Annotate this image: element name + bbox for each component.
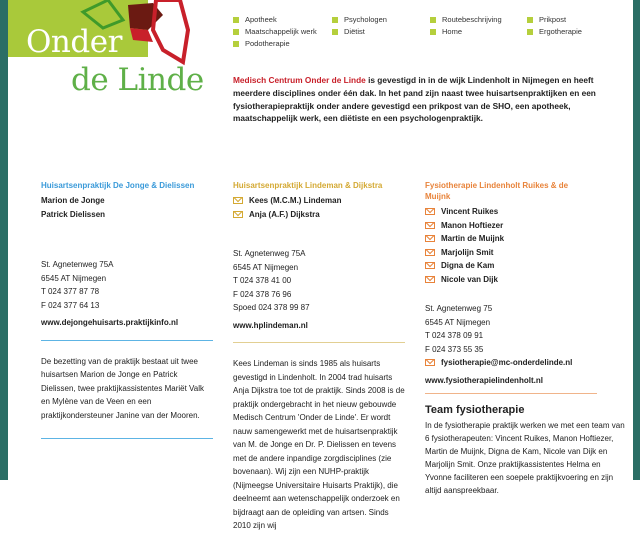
practice-title: Huisartsenpraktijk Lindeman & Dijkstra — [233, 181, 383, 190]
fax: F 024 373 55 35 — [425, 344, 484, 354]
intro-body: is gevestigd in in de wijk Lindenholt in Nijmegen en heeft meerdere disciplines onder één dak. In het pand zijn naast twee huisartsenpraktijken en een fysiotherapiepraktijk onder andere gevestigd een prikpost van de SHO, een apotheek, maatschappelijk werk, een diëtiste en een psychologenpraktijk. — [233, 75, 596, 124]
nav-ergotherapie[interactable] — [527, 27, 582, 36]
address-line: St. Agnetenweg 75 — [425, 304, 493, 313]
mail-icon — [425, 208, 435, 215]
person[interactable] — [425, 232, 597, 246]
mail-icon — [233, 211, 243, 218]
practice-fysiotherapie — [425, 180, 625, 497]
divider — [425, 393, 597, 394]
right-border — [633, 0, 640, 480]
address-line: St. Agnetenweg 75A — [41, 260, 114, 269]
bullet-icon — [332, 29, 338, 35]
mail-icon — [425, 222, 435, 229]
divider — [41, 438, 213, 439]
nav-apotheek[interactable] — [233, 15, 277, 24]
address-line: 6545 AT Nijmegen — [425, 317, 491, 327]
practice-de-jonge-dielissen — [41, 180, 213, 453]
person-name: Kees (M.C.M.) Lindeman — [249, 196, 342, 205]
logo-text-de-linde: de Linde — [71, 62, 204, 98]
address-line: 6545 AT Nijmegen — [41, 273, 107, 283]
logo-text-onder: Onder — [26, 24, 122, 60]
bullet-icon — [527, 29, 533, 35]
nav-label: Podotherapie — [245, 39, 290, 48]
fax: F 024 377 64 13 — [41, 300, 100, 310]
practice-title: Huisartsenpraktijk De Jonge & Dielissen — [41, 181, 195, 190]
email-link[interactable] — [425, 356, 597, 370]
mail-icon — [425, 249, 435, 256]
bullet-icon — [430, 29, 436, 35]
person[interactable] — [425, 219, 597, 233]
mail-icon — [233, 197, 243, 204]
person-name: Nicole van Dijk — [441, 274, 498, 284]
nav-routebeschrijving[interactable] — [430, 15, 502, 24]
nav-label: Ergotherapie — [539, 27, 582, 36]
nav-maatschappelijk-werk[interactable] — [233, 27, 317, 36]
bullet-icon — [233, 17, 239, 23]
mail-icon — [425, 235, 435, 242]
nav-label: Prikpost — [539, 15, 567, 24]
team-description: In de fysiotherapie praktijk werken we met een team van 6 fysiotherapeuten: Vincent Ruikes, Manon Hoftiezer, Martin de Muijnk, Digna de Kam, Nicole van Dijk en Marjolijn Smit. Onze praktijkassistentes Helma en Yvonne faciliteren een soepele praktijkvoering en zijn altijd aanspreekbaar. — [425, 420, 625, 495]
nav-label: Psychologen — [344, 15, 387, 24]
practice-title: Fysiotherapie Lindenholt Ruikes & de Muijnk — [425, 181, 569, 201]
person-name: Martin de Muijnk — [441, 234, 505, 243]
nav-home[interactable] — [430, 27, 462, 36]
phone: T 024 377 87 78 — [41, 287, 100, 296]
person: Patrick Dielissen — [41, 209, 106, 219]
website-link[interactable]: www.hplindeman.nl — [233, 320, 308, 330]
fax: F 024 378 76 96 — [233, 289, 292, 299]
left-border — [0, 0, 8, 480]
person-name: Manon Hoftiezer — [441, 220, 504, 230]
logo[interactable] — [8, 0, 228, 110]
bullet-icon — [527, 17, 533, 23]
nav-label: Home — [442, 27, 463, 36]
person-name: Digna de Kam — [441, 261, 495, 270]
person[interactable] — [233, 194, 405, 208]
phone: T 024 378 09 91 — [425, 331, 484, 340]
person[interactable] — [425, 205, 597, 219]
bullet-icon — [332, 17, 338, 23]
mail-icon — [425, 359, 435, 366]
person[interactable] — [233, 208, 405, 222]
bullet-icon — [233, 41, 239, 47]
email-address: fysiotherapie@mc-onderdelinde.nl — [441, 358, 573, 367]
address-line: St. Agnetenweg 75A — [233, 249, 306, 258]
person: Marion de Jonge — [41, 196, 105, 205]
website-link[interactable]: www.fysiotherapielindenholt.nl — [425, 375, 543, 385]
intro-highlight: Medisch Centrum Onder de Linde — [233, 75, 366, 85]
divider — [41, 340, 213, 341]
person[interactable] — [425, 246, 597, 260]
practice-description: Kees Lindeman is sinds 1985 als huisarts gevestigd in Lindenholt. In 2004 trad huisarts Anja Dijkstra toe tot de praktijk. Sinds 2008 is de praktijk ondergebracht in het nieuw gebouwde Medisch Centrum 'Onder de Linde'. Er wordt nauw samengewerkt met de huisartsenpraktijk van M. de Jonge en Dr. P. Dielissen en tevens met de andere inpandige zorgdisciplines (zie bovenaan). Wij zijn een NUHP-praktijk (Nijmeegse Universitaire Huisarts Praktijk), die deelneemt aan wetenschappelijk onderzoek en bijdraagt aan de opleiding van artsen. Sinds 2010 zijn wij — [233, 359, 405, 530]
nav-label: Apotheek — [245, 15, 277, 24]
nav-dietist[interactable] — [332, 27, 365, 36]
emergency-phone: Spoed 024 378 99 87 — [233, 303, 310, 312]
bullet-icon — [430, 17, 436, 23]
nav-label: Diëtist — [344, 27, 365, 36]
intro-text — [233, 74, 618, 125]
bullet-icon — [233, 29, 239, 35]
person-name: Anja (A.F.) Dijkstra — [249, 209, 320, 219]
person[interactable] — [425, 273, 597, 287]
nav-prikpost[interactable] — [527, 15, 566, 24]
divider — [233, 342, 405, 343]
mail-icon — [425, 262, 435, 269]
nav-podotherapie[interactable] — [233, 39, 290, 48]
team-title: Team fysiotherapie — [425, 404, 525, 416]
person[interactable] — [425, 259, 597, 273]
practice-description: De bezetting van de praktijk bestaat uit twee huisartsen Marion de Jonge en Patrick Dielissen, twee praktijkassistentes Mariët Valk en Mylène van de Veen en een praktijkondersteuner Janine van der Mooren. — [41, 356, 205, 420]
website-link[interactable]: www.dejongehuisarts.praktijkinfo.nl — [41, 318, 179, 327]
phone: T 024 378 41 00 — [233, 276, 292, 285]
person-name: Marjolijn Smit — [441, 247, 494, 257]
nav-label: Routebeschrijving — [442, 15, 502, 24]
address-line: 6545 AT Nijmegen — [233, 262, 299, 272]
nav-label: Maatschappelijk werk — [245, 27, 317, 36]
nav-psychologen[interactable] — [332, 15, 387, 24]
mail-icon — [425, 276, 435, 283]
person-name: Vincent Ruikes — [441, 207, 499, 216]
